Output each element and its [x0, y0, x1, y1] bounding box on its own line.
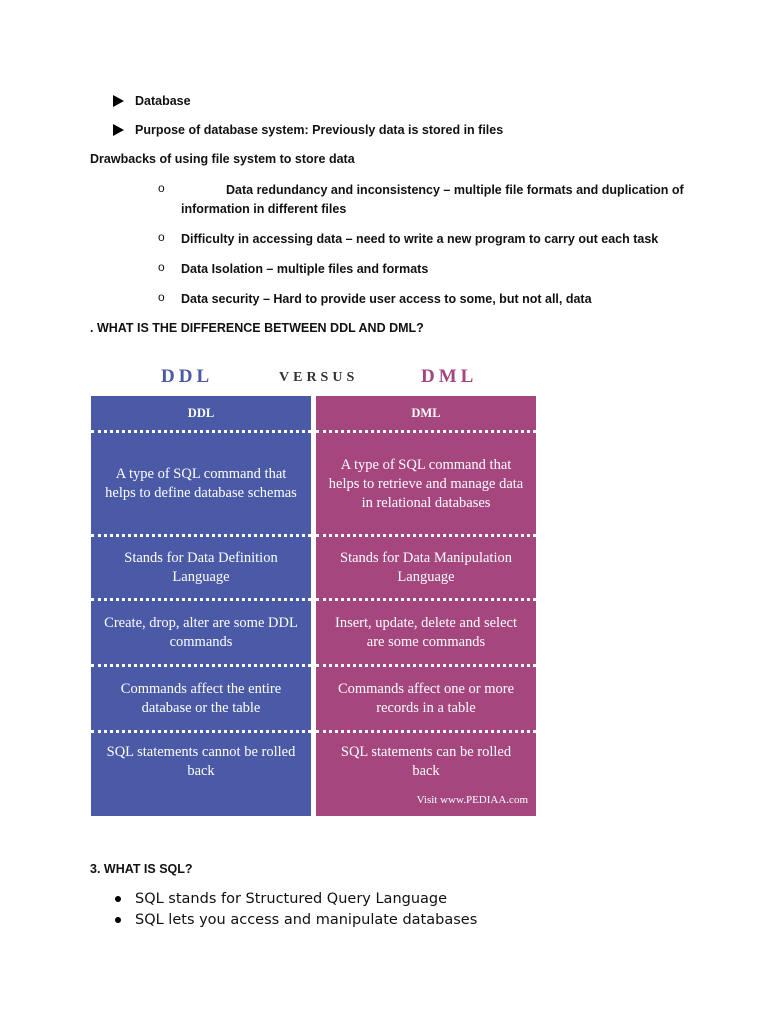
list-item	[115, 888, 477, 909]
sub-item-isolation: Data Isolation – multiple files and formats	[181, 262, 429, 276]
row-divider	[91, 730, 311, 733]
figure-credit: Visit www.PEDIAA.com	[416, 794, 528, 806]
bullet-text: Purpose of database system: Previously data is stored in files	[135, 123, 504, 137]
dml-stands-for-cell: Stands for Data Manipulation Language	[340, 550, 512, 585]
triangle-bullet-icon	[113, 124, 124, 136]
dml-rollback-cell: SQL statements can be rolled back	[340, 744, 512, 779]
ddl-column	[91, 396, 311, 816]
row-divider	[91, 598, 311, 601]
ddl-header-cell: DDL	[187, 405, 215, 420]
row-divider	[316, 598, 536, 601]
sub-item-difficulty: Difficulty in accessing data – need to write a new program to carry out each task	[181, 232, 659, 246]
triangle-bullet-icon	[113, 95, 124, 107]
dml-affects-cell: Commands affect one or more records in a table	[337, 681, 515, 716]
dml-definition-cell: A type of SQL command that helps to retrieve and manage data in relational databases	[328, 456, 524, 511]
sub-item-redundancy-cont: information in different files	[181, 202, 347, 216]
ddl-affects-cell: Commands affect the entire database or the table	[120, 681, 282, 716]
ddl-commands-cell: Create, drop, alter are some DDL commands	[104, 615, 298, 650]
row-divider	[91, 534, 311, 537]
ddl-stands-for-cell: Stands for Data Definition Language	[124, 550, 278, 585]
list-item-text: SQL lets you access and manipulate databases	[135, 911, 478, 928]
row-divider	[316, 730, 536, 733]
sql-points-list	[115, 888, 477, 930]
question-what-is-sql: 3. WHAT IS SQL?	[90, 862, 193, 876]
bullet-purpose	[113, 123, 503, 137]
drawbacks-heading: Drawbacks of using file system to store data	[90, 152, 355, 166]
dml-commands-cell: Insert, update, delete and select are some commands	[335, 615, 517, 650]
dml-column	[316, 396, 536, 816]
sub-bullet-marker: o	[158, 181, 165, 195]
bullet-database	[113, 94, 191, 108]
sub-item-redundancy: Data redundancy and inconsistency – multiple file formats and duplication of	[226, 183, 684, 197]
figure-versus-label: VERSUS	[279, 370, 359, 385]
bullet-dot-icon	[115, 917, 121, 923]
list-item	[115, 909, 477, 930]
question-ddl-dml: . WHAT IS THE DIFFERENCE BETWEEN DDL AND DML?	[90, 321, 424, 335]
row-divider	[316, 664, 536, 667]
row-divider	[91, 664, 311, 667]
row-divider	[91, 430, 311, 433]
dml-header-cell: DML	[411, 405, 441, 420]
sub-bullet-marker: o	[158, 290, 165, 304]
sub-bullet-marker: o	[158, 260, 165, 274]
row-divider	[316, 430, 536, 433]
bullet-dot-icon	[115, 896, 121, 902]
ddl-vs-dml-figure	[91, 360, 537, 816]
figure-ddl-title: DDL	[161, 366, 214, 387]
sub-item-security: Data security – Hard to provide user access to some, but not all, data	[181, 292, 592, 306]
bullet-text: Database	[135, 94, 191, 108]
row-divider	[316, 534, 536, 537]
list-item-text: SQL stands for Structured Query Language	[135, 890, 448, 907]
ddl-definition-cell: A type of SQL command that helps to define database schemas	[105, 466, 297, 501]
sub-bullet-marker: o	[158, 230, 165, 244]
ddl-rollback-cell: SQL statements cannot be rolled back	[106, 744, 296, 779]
figure-dml-title: DML	[421, 366, 478, 387]
